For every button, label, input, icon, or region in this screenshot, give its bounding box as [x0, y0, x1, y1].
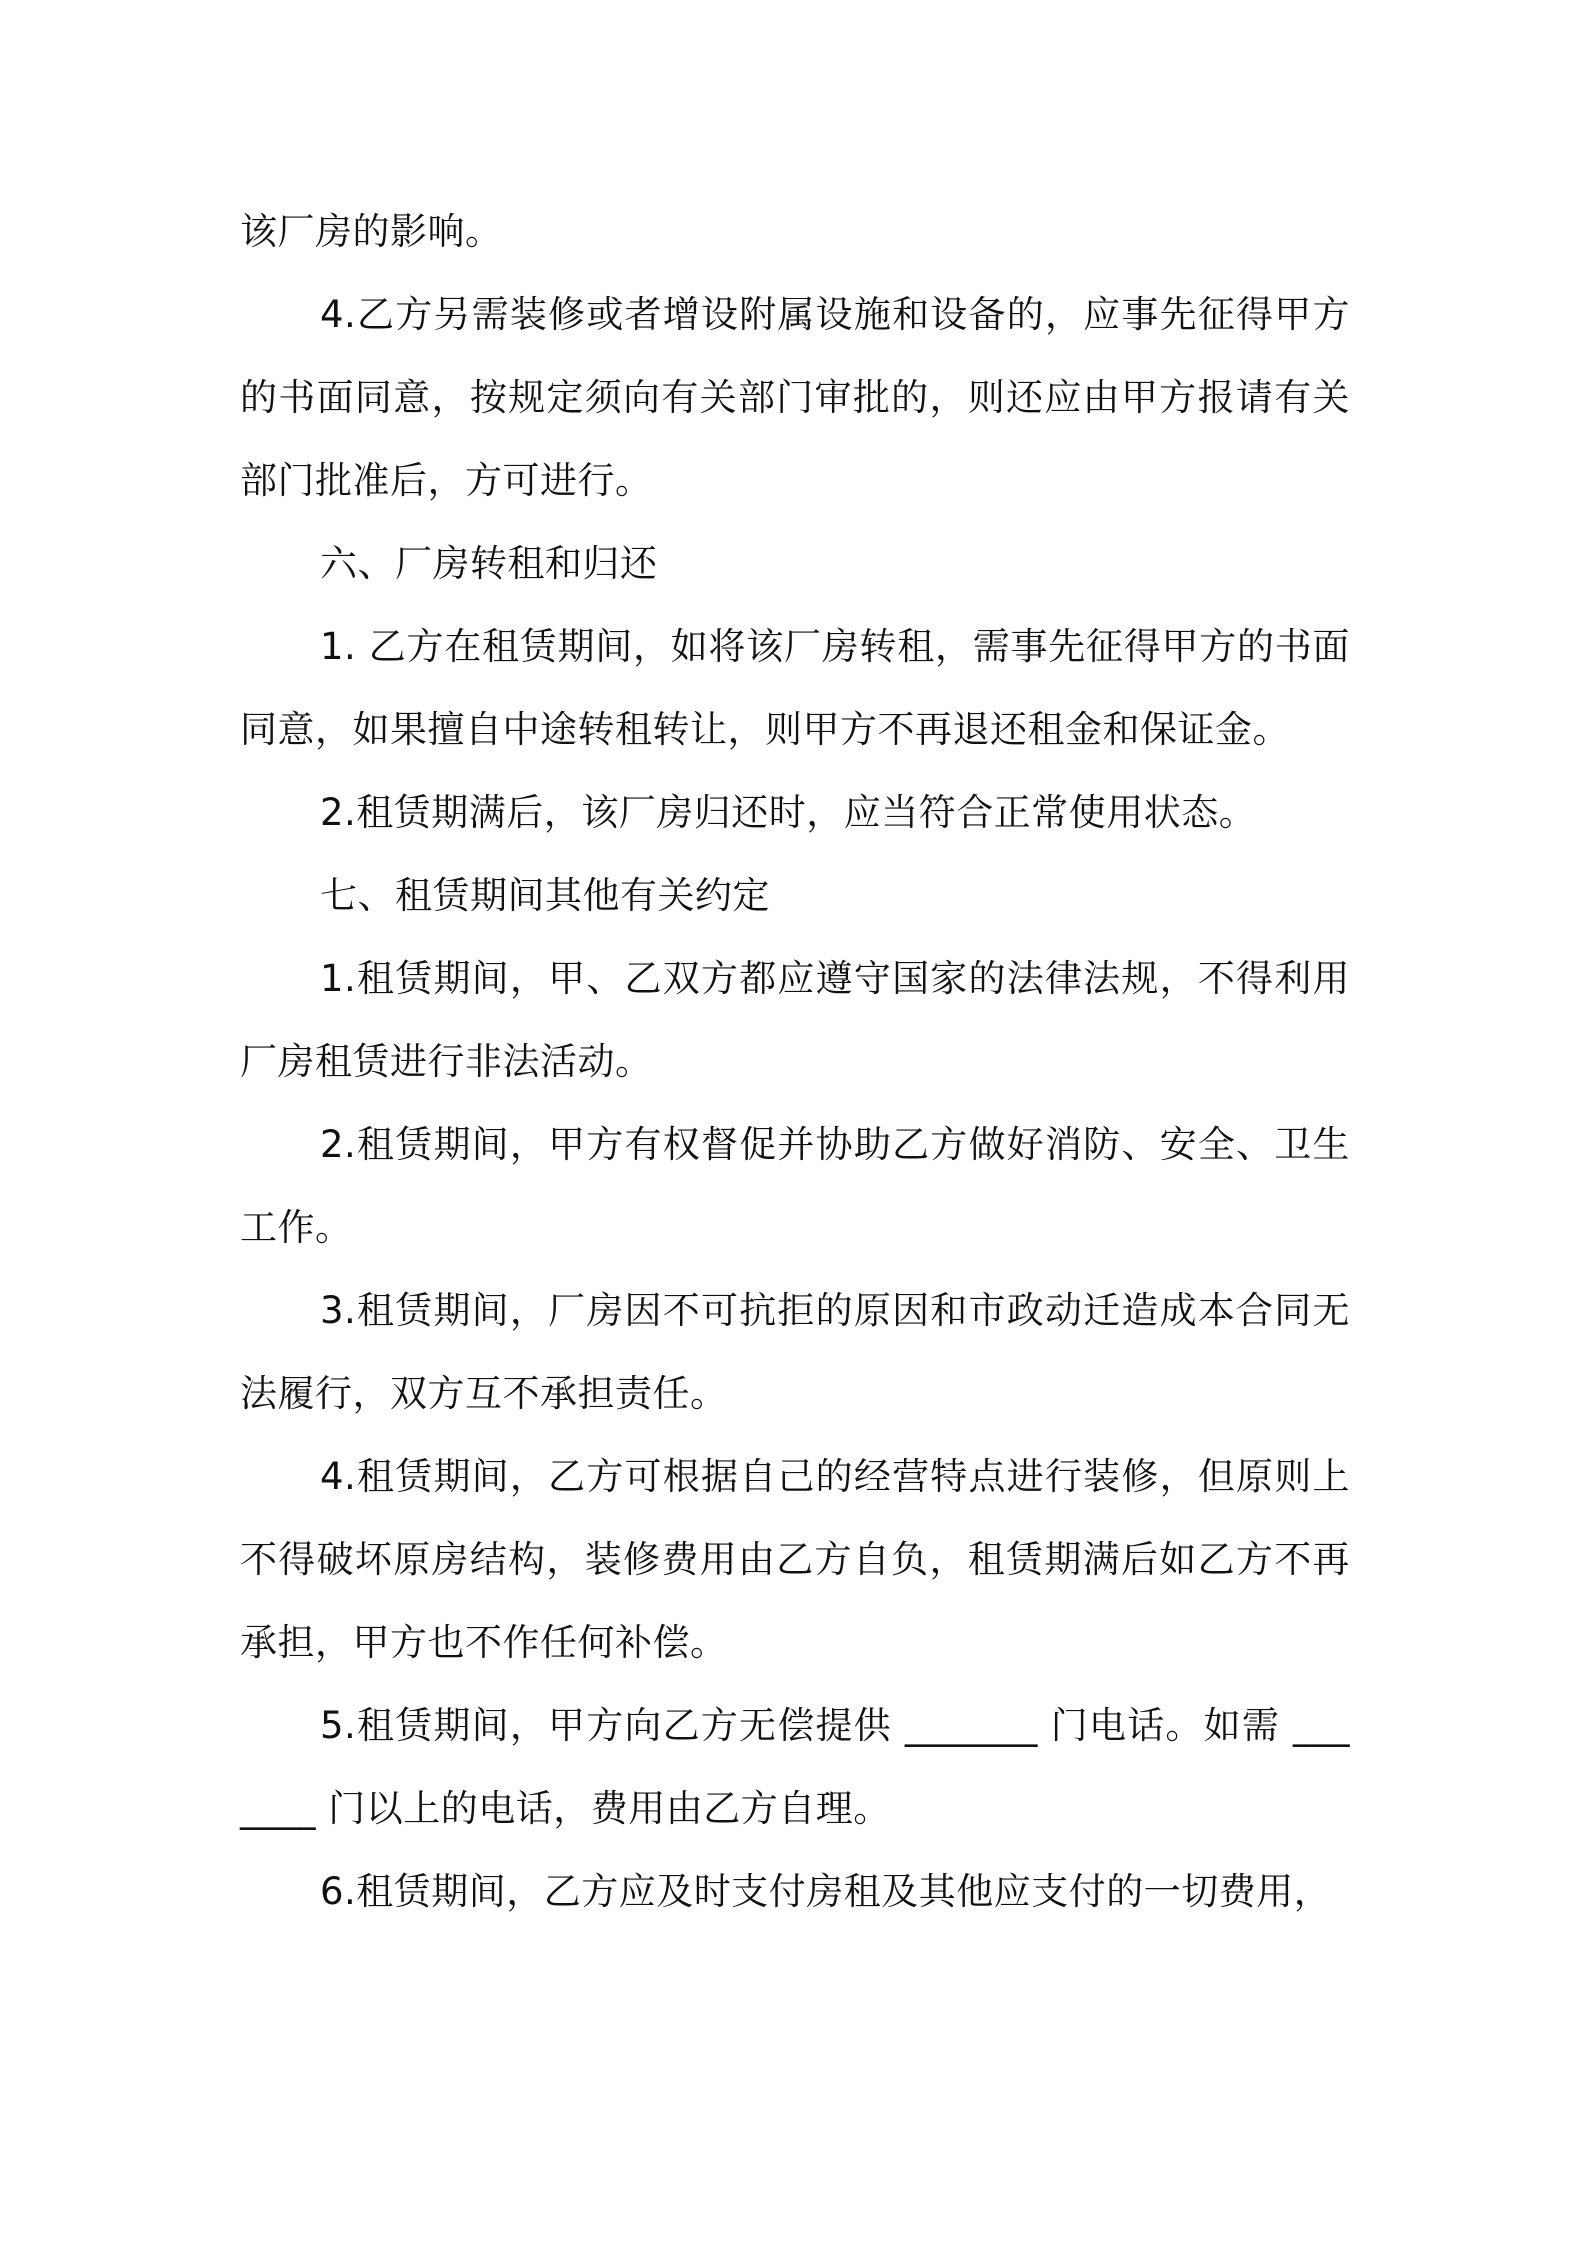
paragraph-continuation: 该厂房的影响。: [240, 210, 503, 253]
section-heading-6: 六、厂房转租和归还: [320, 542, 658, 585]
clause-7-6: 6.租赁期间，乙方应及时支付房租及其他应支付的一切费用，: [320, 1870, 1332, 1913]
clause-6-1: 1. 乙方在租赁期间，如将该厂房转租，需事先征得甲方的书面同意，如果擅自中途转租转让，则甲方不再退还租金和保证金。: [240, 625, 1350, 751]
clause-7-2: 2.租赁期间，甲方有权督促并协助乙方做好消防、安全、卫生工作。: [240, 1123, 1350, 1249]
clause-7-4: 4.租赁期间，乙方可根据自己的经营特点进行装修，但原则上不得破坏原房结构，装修费用由乙方自负，租赁期满后如乙方不再承担，甲方也不作任何补偿。: [240, 1455, 1350, 1664]
clause-7-3: 3.租赁期间，厂房因不可抗拒的原因和市政动迁造成本合同无法履行，双方互不承担责任。: [240, 1289, 1350, 1415]
document-body: [240, 190, 1350, 1933]
clause-7-1: 1.租赁期间，甲、乙双方都应遵守国家的法律法规，不得利用厂房租赁进行非法活动。: [240, 957, 1350, 1083]
clause-5-4: 4.乙方另需装修或者增设附属设施和设备的，应事先征得甲方的书面同意，按规定须向有关部门审批的，则还应由甲方报请有关部门批准后，方可进行。: [240, 293, 1350, 502]
clause-6-2: 2.租赁期满后，该厂房归还时，应当符合正常使用状态。: [320, 791, 1257, 834]
section-heading-7: 七、租赁期间其他有关约定: [320, 874, 770, 917]
clause-7-5: 5.租赁期间，甲方向乙方无偿提供 _______ 门电话。如需 _______ 门以上的电话，费用由乙方自理。: [240, 1704, 1350, 1830]
